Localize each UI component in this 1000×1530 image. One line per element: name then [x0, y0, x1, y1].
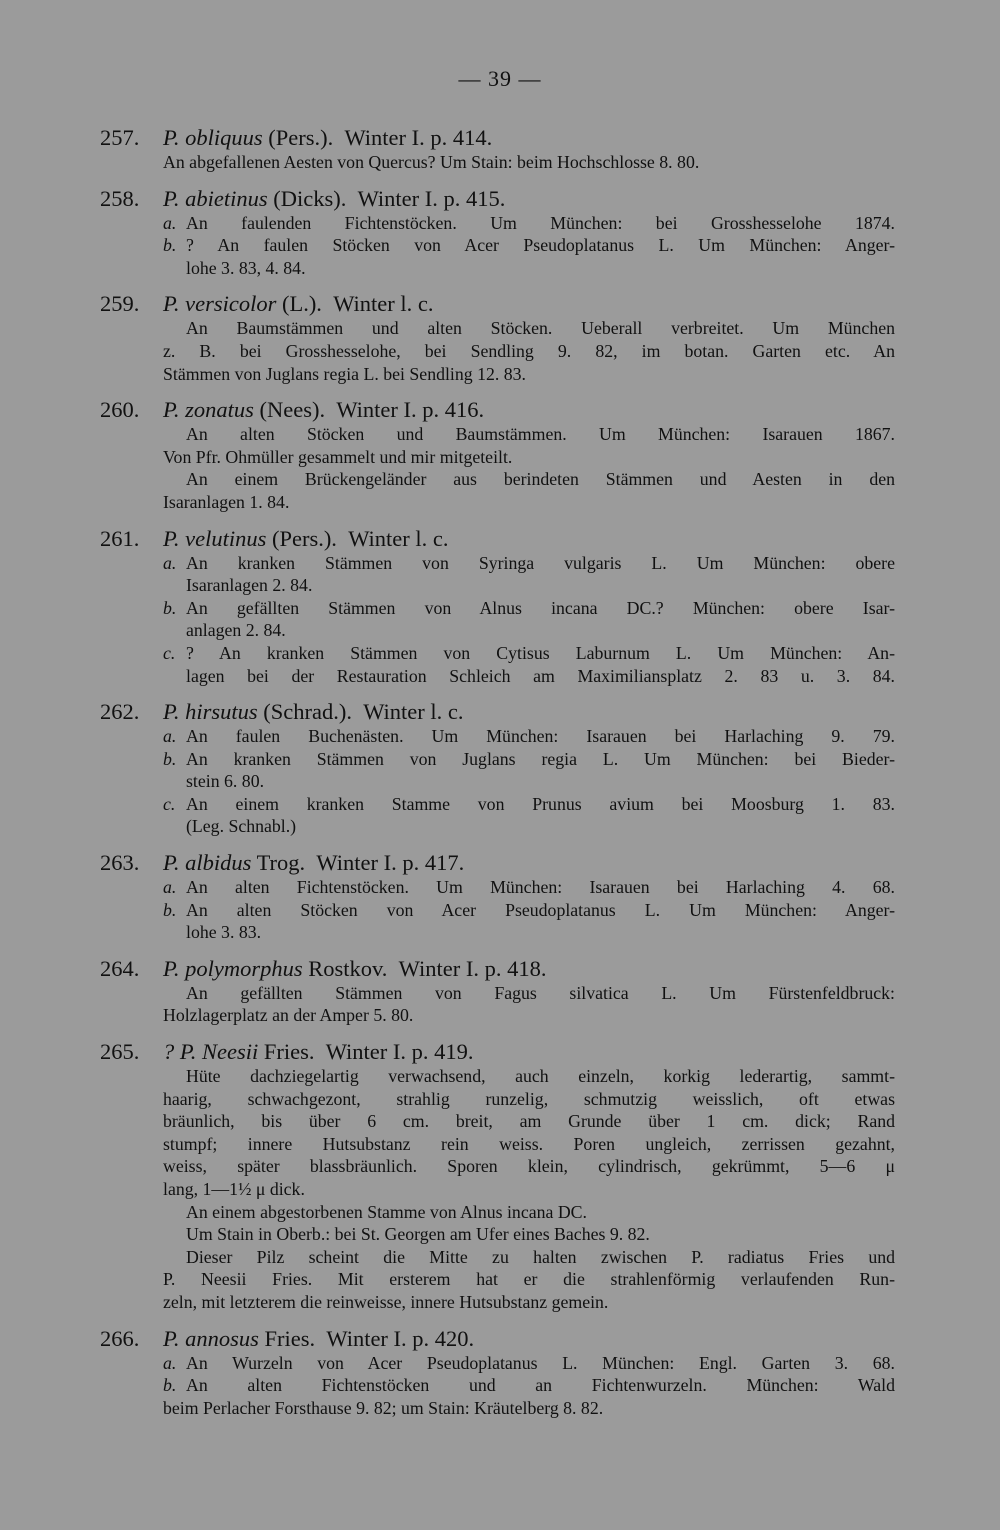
line-text: Holzlagerplatz an der Amper 5. 80. [163, 1005, 414, 1026]
entry-genus: P. [163, 185, 180, 211]
entry-text-line [100, 815, 895, 838]
entry-species: velutinus [185, 525, 267, 551]
line-text: An alten Stöcken von Acer Pseudoplatanus L. Um München: Anger- [186, 899, 895, 920]
entry-authority: (Pers.). [268, 125, 334, 150]
entry-text-line [100, 574, 895, 597]
line-text: weiss, später blassbräunlich. Sporen klein, cylindrisch, gekrümmt, 5—6 μ [163, 1156, 895, 1177]
entry-text-line [100, 1374, 895, 1397]
entry-number: 262. [100, 699, 140, 725]
line-text: An einem abgestorbenen Stamme von Alnus incana DC. [186, 1201, 587, 1222]
entry-number: 264. [100, 955, 140, 981]
entry-text-line [100, 234, 895, 257]
entry-genus: P. [163, 291, 180, 317]
line-text: An alten Fichtenstöcken und an Fichtenwurzeln. München: Wald [186, 1375, 895, 1396]
entry-heading [100, 955, 895, 982]
entry-reference: Winter I. p. 414. [344, 125, 493, 150]
line-text: Von Pfr. Ohmüller gesammelt und mir mitgeteilt. [163, 446, 513, 467]
line-marker: a. [163, 552, 177, 573]
entry-genus: P. [179, 1039, 197, 1065]
entry-text-line [100, 1065, 895, 1088]
entry-number: 266. [100, 1325, 140, 1351]
line-text: zeln, mit letzterem die reinweisse, innere Hutsubstanz gemein. [163, 1291, 609, 1312]
entry-genus: P. [163, 699, 180, 725]
entry-text-line [100, 257, 895, 280]
entry-species: obliquus [185, 125, 263, 150]
entry-genus: P. [163, 125, 180, 150]
entry-text-line [100, 665, 895, 688]
line-text: An gefällten Stämmen von Fagus silvatica L. Um Fürstenfeldbruck: [186, 982, 895, 1003]
entry-authority: Trog. [256, 850, 306, 876]
entry-heading [100, 849, 895, 876]
entry-species: polymorphus [185, 955, 303, 981]
entry-species: zonatus [185, 397, 254, 423]
species-list [100, 124, 895, 1430]
line-text: ? An kranken Stämmen von Cytisus Laburnum L. Um München: An- [186, 642, 895, 663]
entry-species: annosus [185, 1325, 259, 1351]
entry-text-line [100, 317, 895, 340]
entry-heading [100, 124, 895, 151]
entry-species: abietinus [185, 185, 268, 211]
entry-reference: Winter I. p. 419. [325, 1039, 474, 1065]
line-text: lang, 1—1½ μ dick. [163, 1179, 305, 1199]
line-text: z. B. bei Grosshesselohe, bei Sendling 9. 82, im botan. Garten etc. An [163, 340, 895, 361]
line-marker: b. [163, 597, 177, 618]
line-text: Stämmen von Juglans regia L. bei Sendling 12. 83. [163, 363, 526, 384]
entry-authority: Fries. [264, 1325, 316, 1351]
line-marker: a. [163, 726, 177, 747]
line-text: P. Neesii Fries. Mit ersterem hat er die strahlenförmig verlaufenden Run- [163, 1269, 895, 1290]
entry-text-line [100, 1178, 895, 1201]
entry-text-line [100, 212, 895, 235]
entry-heading [100, 525, 895, 552]
entry-number: 257. [100, 125, 140, 150]
entry-number: 265. [100, 1039, 140, 1065]
entry-text-line [100, 1133, 895, 1156]
line-marker: b. [163, 235, 177, 256]
line-text: An alten Stöcken und Baumstämmen. Um München: Isarauen 1867. [186, 424, 895, 445]
line-text: lohe 3. 83. [186, 922, 262, 943]
entry-reference: Winter I. p. 415. [357, 185, 506, 211]
entry-text-line [100, 1155, 895, 1178]
entry-text-line [100, 899, 895, 922]
entry-number: 263. [100, 850, 140, 876]
line-text: Hüte dachziegelartig verwachsend, auch einzeln, korkig lederartig, sammt- [186, 1066, 895, 1087]
entry-text-line [100, 642, 895, 665]
entry-authority: (Dicks). [273, 185, 347, 211]
line-marker: a. [163, 1352, 177, 1373]
entry-authority: (Nees). [259, 397, 326, 423]
species-entry [100, 525, 895, 688]
line-text: bräunlich, bis über 6 cm. breit, am Grunde über 1 cm. dick; Rand [163, 1111, 895, 1132]
entry-text-line [100, 363, 895, 386]
line-text: An einem Brückengeländer aus berindeten Stämmen und Aesten in den [186, 469, 895, 490]
line-text: Isaranlagen 2. 84. [186, 575, 313, 596]
line-text: Um Stain in Oberb.: bei St. Georgen am Ufer eines Baches 9. 82. [186, 1224, 650, 1245]
entry-text-line [100, 876, 895, 899]
entry-text-line [100, 151, 895, 174]
entry-reference: Winter l. c. [348, 525, 449, 551]
entry-heading [100, 1325, 895, 1352]
entry-species: albidus [185, 850, 252, 876]
line-text: An kranken Stämmen von Syringa vulgaris L. Um München: obere [186, 552, 895, 573]
entry-text-line [100, 1088, 895, 1111]
entry-authority: (L.). [281, 291, 322, 317]
entry-text-line [100, 619, 895, 642]
line-text: An alten Fichtenstöcken. Um München: Isarauen bei Harlaching 4. 68. [186, 877, 895, 898]
entry-text-line [100, 1223, 895, 1246]
line-text: An Wurzeln von Acer Pseudoplatanus L. München: Engl. Garten 3. 68. [186, 1352, 895, 1373]
entry-text-line [100, 1291, 895, 1314]
line-marker: b. [163, 899, 177, 920]
entry-text-line [100, 552, 895, 575]
species-entry [100, 1038, 895, 1314]
entry-genus: P. [163, 1325, 180, 1351]
entry-authority: Rostkov. [308, 955, 388, 981]
entry-text-line [100, 597, 895, 620]
entry-number: 260. [100, 397, 140, 423]
entry-text-line [100, 748, 895, 771]
entry-heading [100, 290, 895, 317]
line-marker: a. [163, 212, 177, 233]
entry-species: versicolor [185, 291, 277, 317]
line-text: beim Perlacher Forsthause 9. 82; um Stain: Kräutelberg 8. 82. [163, 1397, 604, 1418]
entry-reference: Winter l. c. [363, 699, 464, 725]
line-text: An Baumstämmen und alten Stöcken. Ueberall verbreitet. Um München [186, 318, 895, 339]
entry-genus: P. [163, 525, 180, 551]
entry-reference: Winter l. c. [333, 291, 434, 317]
entry-text-line [100, 921, 895, 944]
entry-authority: Fries. [263, 1039, 315, 1065]
entry-genus: P. [163, 955, 180, 981]
species-entry [100, 185, 895, 280]
entry-text-line [100, 1201, 895, 1224]
entry-heading [100, 698, 895, 725]
line-marker: b. [163, 1375, 177, 1396]
entry-text-line [100, 793, 895, 816]
entry-text-line [100, 423, 895, 446]
entry-reference: Winter I. p. 417. [316, 850, 465, 876]
line-marker: b. [163, 748, 177, 769]
line-text: An einem kranken Stamme von Prunus avium bei Moosburg 1. 83. [186, 793, 895, 814]
entry-number: 261. [100, 525, 140, 551]
species-entry [100, 1325, 895, 1420]
entry-text-line [100, 982, 895, 1005]
entry-text-line [100, 1004, 895, 1027]
entry-text-line [100, 468, 895, 491]
line-text: An abgefallenen Aesten von Quercus? Um Stain: beim Hochschlosse 8. 80. [163, 152, 700, 172]
entry-text-line [100, 1110, 895, 1133]
species-entry [100, 124, 895, 174]
species-entry [100, 698, 895, 838]
entry-text-line [100, 770, 895, 793]
entry-text-line [100, 1246, 895, 1269]
line-text: An kranken Stämmen von Juglans regia L. Um München: bei Bieder- [186, 748, 895, 769]
entry-text-line [100, 1352, 895, 1375]
species-entry [100, 290, 895, 385]
entry-number: 259. [100, 291, 140, 317]
line-text: (Leg. Schnabl.) [186, 816, 297, 837]
line-text: stein 6. 80. [186, 771, 265, 792]
entry-species: hirsutus [185, 699, 258, 725]
page-number: — 39 — [458, 66, 542, 91]
line-text: lohe 3. 83, 4. 84. [186, 257, 306, 278]
entry-text-line [100, 1397, 895, 1420]
entry-text-line [100, 1268, 895, 1291]
line-text: An faulen Buchenästen. Um München: Isarauen bei Harlaching 9. 79. [186, 726, 895, 747]
line-text: An gefällten Stämmen von Alnus incana DC.? München: obere Isar- [186, 597, 895, 618]
line-text: Dieser Pilz scheint die Mitte zu halten zwischen P. radiatus Fries und [186, 1246, 895, 1267]
entry-heading [100, 185, 895, 212]
line-text: ? An faulen Stöcken von Acer Pseudoplatanus L. Um München: Anger- [186, 235, 895, 256]
entry-heading [100, 1038, 895, 1065]
entry-reference: Winter I. p. 418. [398, 955, 547, 981]
entry-authority: (Schrad.). [263, 699, 352, 725]
entry-text-line [100, 725, 895, 748]
entry-text-line [100, 491, 895, 514]
line-text: anlagen 2. 84. [186, 620, 286, 641]
line-marker: c. [163, 642, 176, 663]
entry-species: Neesii [201, 1039, 259, 1065]
line-text: lagen bei der Restauration Schleich am Maximiliansplatz 2. 83 u. 3. 84. [186, 665, 895, 686]
line-marker: a. [163, 877, 177, 898]
entry-heading [100, 396, 895, 423]
species-entry [100, 955, 895, 1027]
entry-genus: P. [163, 850, 180, 876]
line-text: An faulenden Fichtenstöcken. Um München: bei Grosshesselohe 1874. [186, 212, 895, 233]
line-marker: c. [163, 793, 176, 814]
entry-reference: Winter I. p. 416. [336, 397, 485, 423]
species-entry [100, 849, 895, 944]
entry-authority: (Pers.). [271, 525, 337, 551]
species-entry [100, 396, 895, 513]
line-text: stumpf; innere Hutsubstanz rein weiss. Poren ungleich, zerrissen gezahnt, [163, 1133, 895, 1154]
entry-number: 258. [100, 185, 140, 211]
entry-text-line [100, 340, 895, 363]
line-text: haarig, schwachgezont, strahlig runzelig, schmutzig weisslich, oft etwas [163, 1088, 895, 1109]
entry-text-line [100, 446, 895, 469]
entry-genus: P. [163, 397, 180, 423]
entry-reference: Winter I. p. 420. [326, 1325, 475, 1351]
line-text: Isaranlagen 1. 84. [163, 491, 290, 512]
entry-prefix: ? [163, 1039, 175, 1065]
